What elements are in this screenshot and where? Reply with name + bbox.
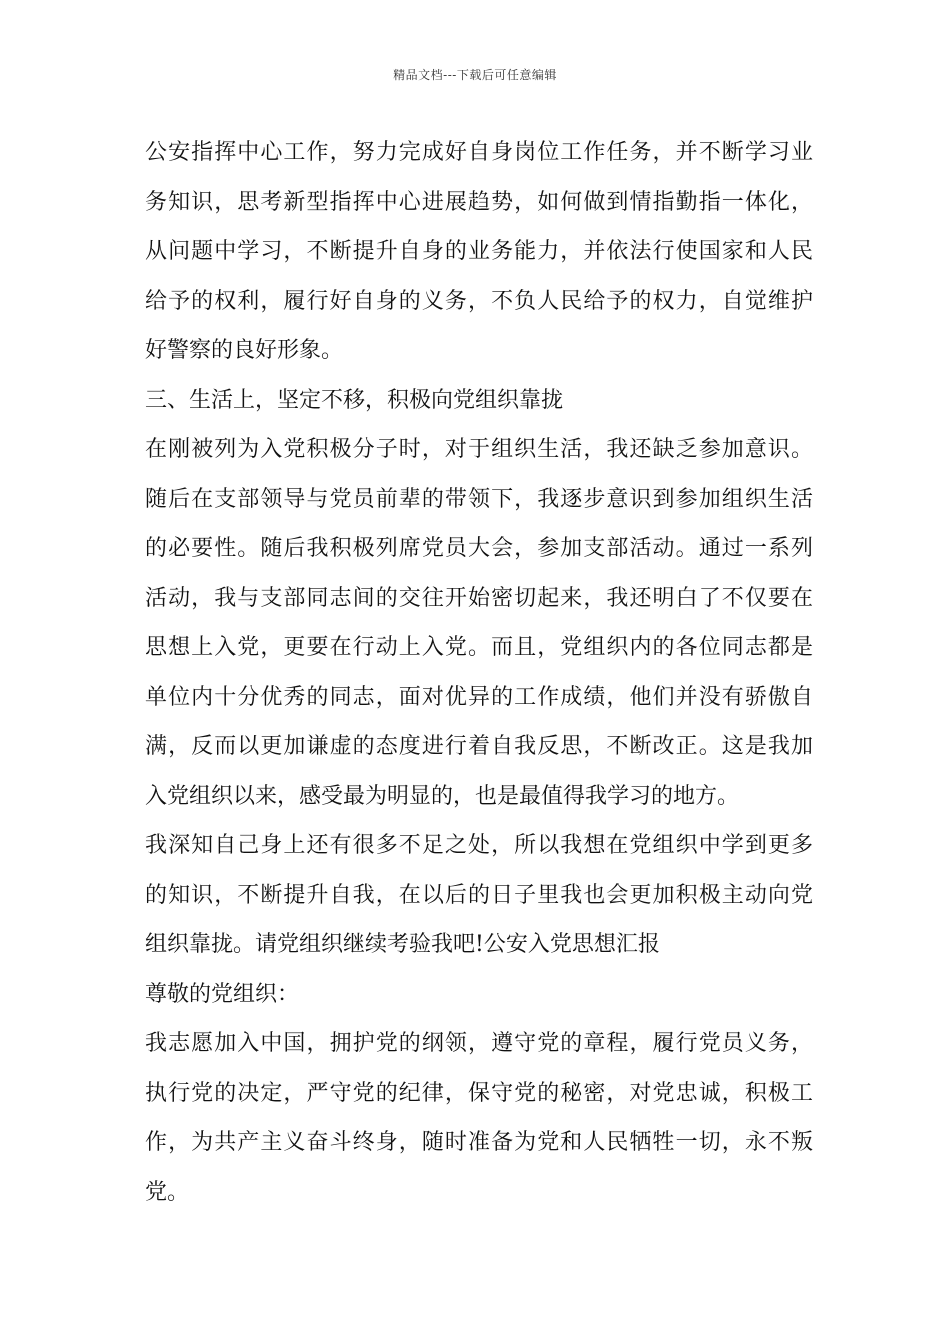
text-line: 满，反而以更加谦虚的态度进行着自我反思，不断改正。这是我加 — [145, 734, 813, 759]
text-line: 我志愿加入中国，拥护党的纲领，遵守党的章程，履行党员义务， — [145, 1031, 813, 1056]
page-header: 精品文档---下载后可任意编辑 — [393, 68, 557, 82]
text-line: 的知识，不断提升自我，在以后的日子里我也会更加积极主动向党 — [145, 882, 813, 908]
text-line: 执行党的决定，严守党的纪律，保守党的秘密，对党忠诚，积极工 — [145, 1080, 813, 1106]
text-line: 我深知自己身上还有很多不足之处，所以我想在党组织中学到更多 — [145, 833, 813, 858]
text-line: 入党组织以来，感受最为明显的，也是最值得我学习的地方。 — [145, 783, 740, 809]
text-line: 公安指挥中心工作，努力完成好自身岗位工作任务，并不断学习业 — [145, 140, 813, 165]
text-line: 三、生活上，坚定不移，积极向党组织靠拢 — [145, 387, 564, 413]
text-line: 党。 — [145, 1179, 190, 1205]
text-line: 单位内十分优秀的同志，面对优异的工作成绩，他们并没有骄傲自 — [145, 684, 813, 710]
text-line: 尊敬的党组织： — [145, 981, 300, 1007]
text-line: 活动，我与支部同志间的交往开始密切起来，我还明白了不仅要在 — [145, 585, 813, 611]
text-line: 从问题中学习，不断提升自身的业务能力，并依法行使国家和人民 — [145, 239, 813, 264]
text-line: 作，为共产主义奋斗终身，随时准备为党和人民牺牲一切，永不叛 — [145, 1130, 813, 1155]
text-line: 在刚被列为入党积极分子时，对于组织生活，我还缺乏参加意识。 — [145, 437, 813, 462]
text-line: 组织靠拢。请党组织继续考验我吧!公安入党思想汇报 — [145, 932, 660, 957]
text-line: 务知识，思考新型指挥中心进展趋势，如何做到情指勤指一体化， — [145, 189, 813, 215]
text-line: 好警察的良好形象。 — [145, 338, 344, 363]
text-line: 给予的权利，履行好自身的义务，不负人民给予的权力，自觉维护 — [145, 288, 813, 314]
text-line: 的必要性。随后我积极列席党员大会，参加支部活动。通过一系列 — [145, 536, 813, 561]
document-body — [145, 128, 813, 1217]
text-line: 随后在支部领导与党员前辈的带领下，我逐步意识到参加组织生活 — [145, 486, 813, 512]
text-line: 思想上入党，更要在行动上入党。而且，党组织内的各位同志都是 — [145, 635, 813, 660]
